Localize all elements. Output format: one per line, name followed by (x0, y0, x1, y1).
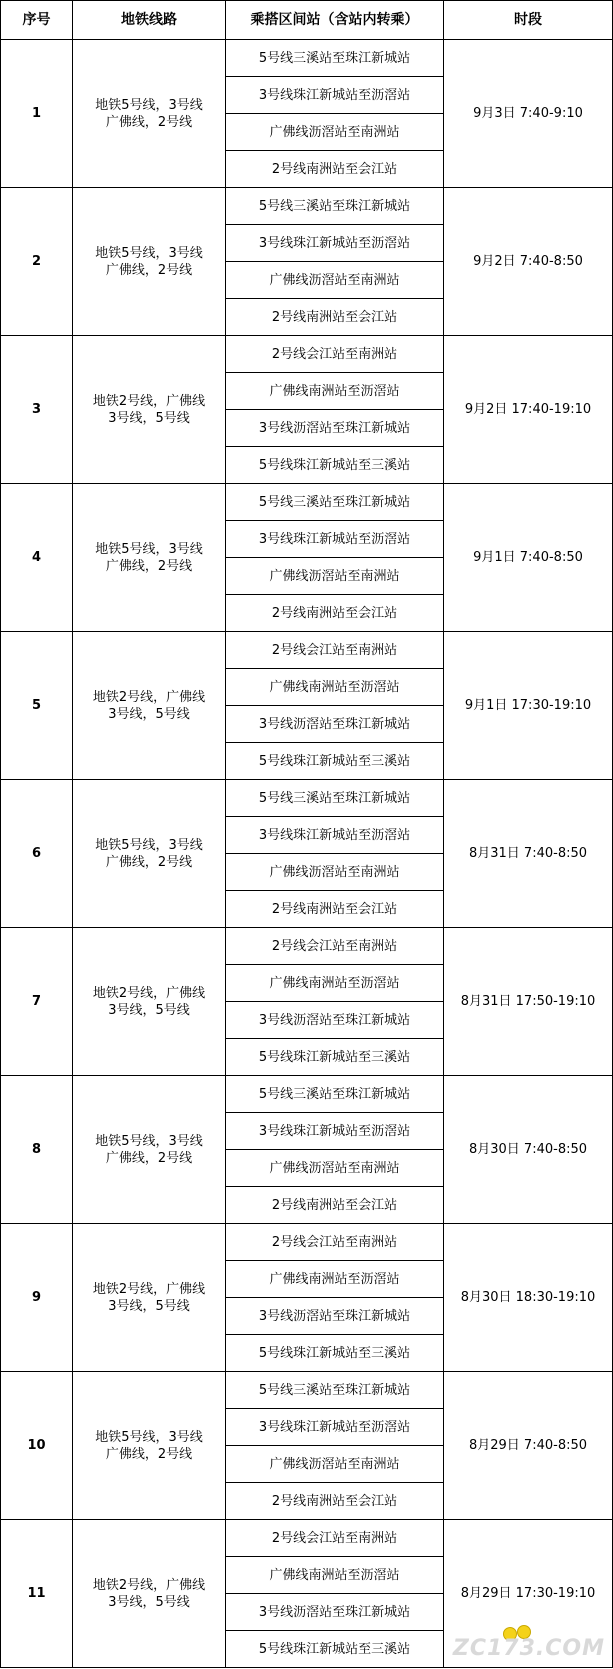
route-segment: 5号线三溪站至珠江新城站 (226, 1372, 444, 1409)
metro-lines-text: 地铁5号线，3号线 (95, 541, 203, 557)
metro-lines-text: 地铁2号线，广佛线 (92, 985, 206, 1001)
metro-lines-text: 广佛线，2号线 (105, 1150, 193, 1166)
route-segment: 广佛线沥滘站至南洲站 (226, 854, 444, 891)
table-row (1, 1224, 613, 1261)
time-period: 8月31日 17:50-19:10 (444, 928, 613, 1076)
row-number: 10 (1, 1372, 73, 1520)
metro-lines-text: 地铁2号线，广佛线 (92, 1577, 206, 1593)
row-number: 11 (1, 1520, 73, 1668)
route-segment: 3号线珠江新城站至沥滘站 (226, 817, 444, 854)
time-period: 9月2日 7:40-8:50 (444, 188, 613, 336)
route-segment: 广佛线沥滘站至南洲站 (226, 114, 444, 151)
time-period: 8月30日 7:40-8:50 (444, 1076, 613, 1224)
route-segment: 5号线珠江新城站至三溪站 (226, 1335, 444, 1372)
metro-lines-text: 广佛线，2号线 (105, 262, 193, 278)
route-segment: 3号线沥滘站至珠江新城站 (226, 1298, 444, 1335)
route-segment: 5号线三溪站至珠江新城站 (226, 780, 444, 817)
route-segment: 2号线会江站至南洲站 (226, 1520, 444, 1557)
site-watermark (452, 1631, 605, 1661)
metro-lines-text: 地铁5号线，3号线 (95, 1429, 203, 1445)
metro-lines-cell (73, 40, 226, 188)
route-segment: 5号线三溪站至珠江新城站 (226, 1076, 444, 1113)
row-number: 9 (1, 1224, 73, 1372)
route-segment: 5号线三溪站至珠江新城站 (226, 484, 444, 521)
header-no: 序号 (1, 1, 73, 40)
table-row (1, 40, 613, 77)
route-segment: 2号线会江站至南洲站 (226, 632, 444, 669)
route-segment: 3号线沥滘站至珠江新城站 (226, 706, 444, 743)
table-row (1, 1076, 613, 1113)
route-segment: 3号线珠江新城站至沥滘站 (226, 1409, 444, 1446)
metro-lines-cell (73, 484, 226, 632)
row-number: 1 (1, 40, 73, 188)
time-period: 9月2日 17:40-19:10 (444, 336, 613, 484)
metro-lines-text: 地铁5号线，3号线 (95, 1133, 203, 1149)
row-number: 8 (1, 1076, 73, 1224)
time-period: 9月1日 7:40-8:50 (444, 484, 613, 632)
route-segment: 5号线珠江新城站至三溪站 (226, 1631, 444, 1668)
metro-lines-text: 3号线，5号线 (108, 1594, 190, 1610)
table-row (1, 632, 613, 669)
route-segment: 广佛线南洲站至沥滘站 (226, 965, 444, 1002)
header-time: 时段 (444, 1, 613, 40)
time-period: 8月31日 7:40-8:50 (444, 780, 613, 928)
metro-lines-cell (73, 1224, 226, 1372)
route-segment: 广佛线沥滘站至南洲站 (226, 262, 444, 299)
metro-lines-text: 地铁5号线，3号线 (95, 97, 203, 113)
metro-lines-text: 地铁2号线，广佛线 (92, 393, 206, 409)
route-segment: 3号线沥滘站至珠江新城站 (226, 410, 444, 447)
route-segment: 广佛线沥滘站至南洲站 (226, 1446, 444, 1483)
route-segment: 5号线珠江新城站至三溪站 (226, 447, 444, 484)
watermark-text: ZC173.COM (452, 1636, 605, 1661)
time-period: 8月30日 18:30-19:10 (444, 1224, 613, 1372)
route-segment: 5号线珠江新城站至三溪站 (226, 1039, 444, 1076)
metro-lines-cell (73, 1076, 226, 1224)
route-segment: 5号线珠江新城站至三溪站 (226, 743, 444, 780)
table-row (1, 484, 613, 521)
route-segment: 广佛线南洲站至沥滘站 (226, 1557, 444, 1594)
table-row (1, 1520, 613, 1557)
header-segments: 乘搭区间站（含站内转乘） (226, 1, 444, 40)
metro-lines-text: 广佛线，2号线 (105, 854, 193, 870)
route-segment: 3号线沥滘站至珠江新城站 (226, 1594, 444, 1631)
route-segment: 广佛线南洲站至沥滘站 (226, 1261, 444, 1298)
time-period: 8月29日 7:40-8:50 (444, 1372, 613, 1520)
header-row (1, 1, 613, 40)
table-row (1, 1372, 613, 1409)
metro-lines-cell (73, 1520, 226, 1668)
table-row (1, 336, 613, 373)
row-number: 3 (1, 336, 73, 484)
time-period: 8月29日 17:30-19:10 (444, 1520, 613, 1668)
metro-lines-cell (73, 928, 226, 1076)
route-segment: 2号线会江站至南洲站 (226, 928, 444, 965)
metro-lines-cell (73, 780, 226, 928)
metro-lines-cell (73, 1372, 226, 1520)
metro-lines-text: 广佛线，2号线 (105, 1446, 193, 1462)
route-segment: 广佛线南洲站至沥滘站 (226, 373, 444, 410)
route-segment: 2号线南洲站至会江站 (226, 299, 444, 336)
metro-lines-text: 地铁2号线，广佛线 (92, 1281, 206, 1297)
row-number: 5 (1, 632, 73, 780)
table-row (1, 780, 613, 817)
metro-lines-text: 3号线，5号线 (108, 1002, 190, 1018)
route-segment: 2号线南洲站至会江站 (226, 891, 444, 928)
route-segment: 2号线南洲站至会江站 (226, 595, 444, 632)
table-row (1, 928, 613, 965)
row-number: 2 (1, 188, 73, 336)
route-segment: 5号线三溪站至珠江新城站 (226, 40, 444, 77)
metro-lines-cell (73, 632, 226, 780)
row-number: 6 (1, 780, 73, 928)
metro-lines-cell (73, 336, 226, 484)
metro-lines-text: 3号线，5号线 (108, 1298, 190, 1314)
route-segment: 3号线珠江新城站至沥滘站 (226, 225, 444, 262)
route-segment: 广佛线沥滘站至南洲站 (226, 558, 444, 595)
route-segment: 2号线南洲站至会江站 (226, 1187, 444, 1224)
metro-lines-text: 地铁2号线，广佛线 (92, 689, 206, 705)
metro-lines-text: 地铁5号线，3号线 (95, 837, 203, 853)
metro-lines-text: 地铁5号线，3号线 (95, 245, 203, 261)
route-segment: 广佛线南洲站至沥滘站 (226, 669, 444, 706)
route-segment: 2号线南洲站至会江站 (226, 151, 444, 188)
route-segment: 5号线三溪站至珠江新城站 (226, 188, 444, 225)
time-period: 9月3日 7:40-9:10 (444, 40, 613, 188)
row-number: 7 (1, 928, 73, 1076)
header-lines: 地铁线路 (73, 1, 226, 40)
route-segment: 3号线珠江新城站至沥滘站 (226, 1113, 444, 1150)
route-segment: 2号线会江站至南洲站 (226, 336, 444, 373)
route-segment: 3号线珠江新城站至沥滘站 (226, 521, 444, 558)
route-segment: 2号线会江站至南洲站 (226, 1224, 444, 1261)
table-body (1, 40, 613, 1668)
route-segment: 广佛线沥滘站至南洲站 (226, 1150, 444, 1187)
metro-lines-text: 3号线，5号线 (108, 706, 190, 722)
time-period: 9月1日 17:30-19:10 (444, 632, 613, 780)
route-segment: 3号线珠江新城站至沥滘站 (226, 77, 444, 114)
metro-lines-text: 广佛线，2号线 (105, 558, 193, 574)
route-segment: 2号线南洲站至会江站 (226, 1483, 444, 1520)
row-number: 4 (1, 484, 73, 632)
route-segment: 3号线沥滘站至珠江新城站 (226, 1002, 444, 1039)
metro-lines-text: 3号线，5号线 (108, 410, 190, 426)
metro-lines-text: 广佛线，2号线 (105, 114, 193, 130)
table-row (1, 188, 613, 225)
metro-lines-cell (73, 188, 226, 336)
